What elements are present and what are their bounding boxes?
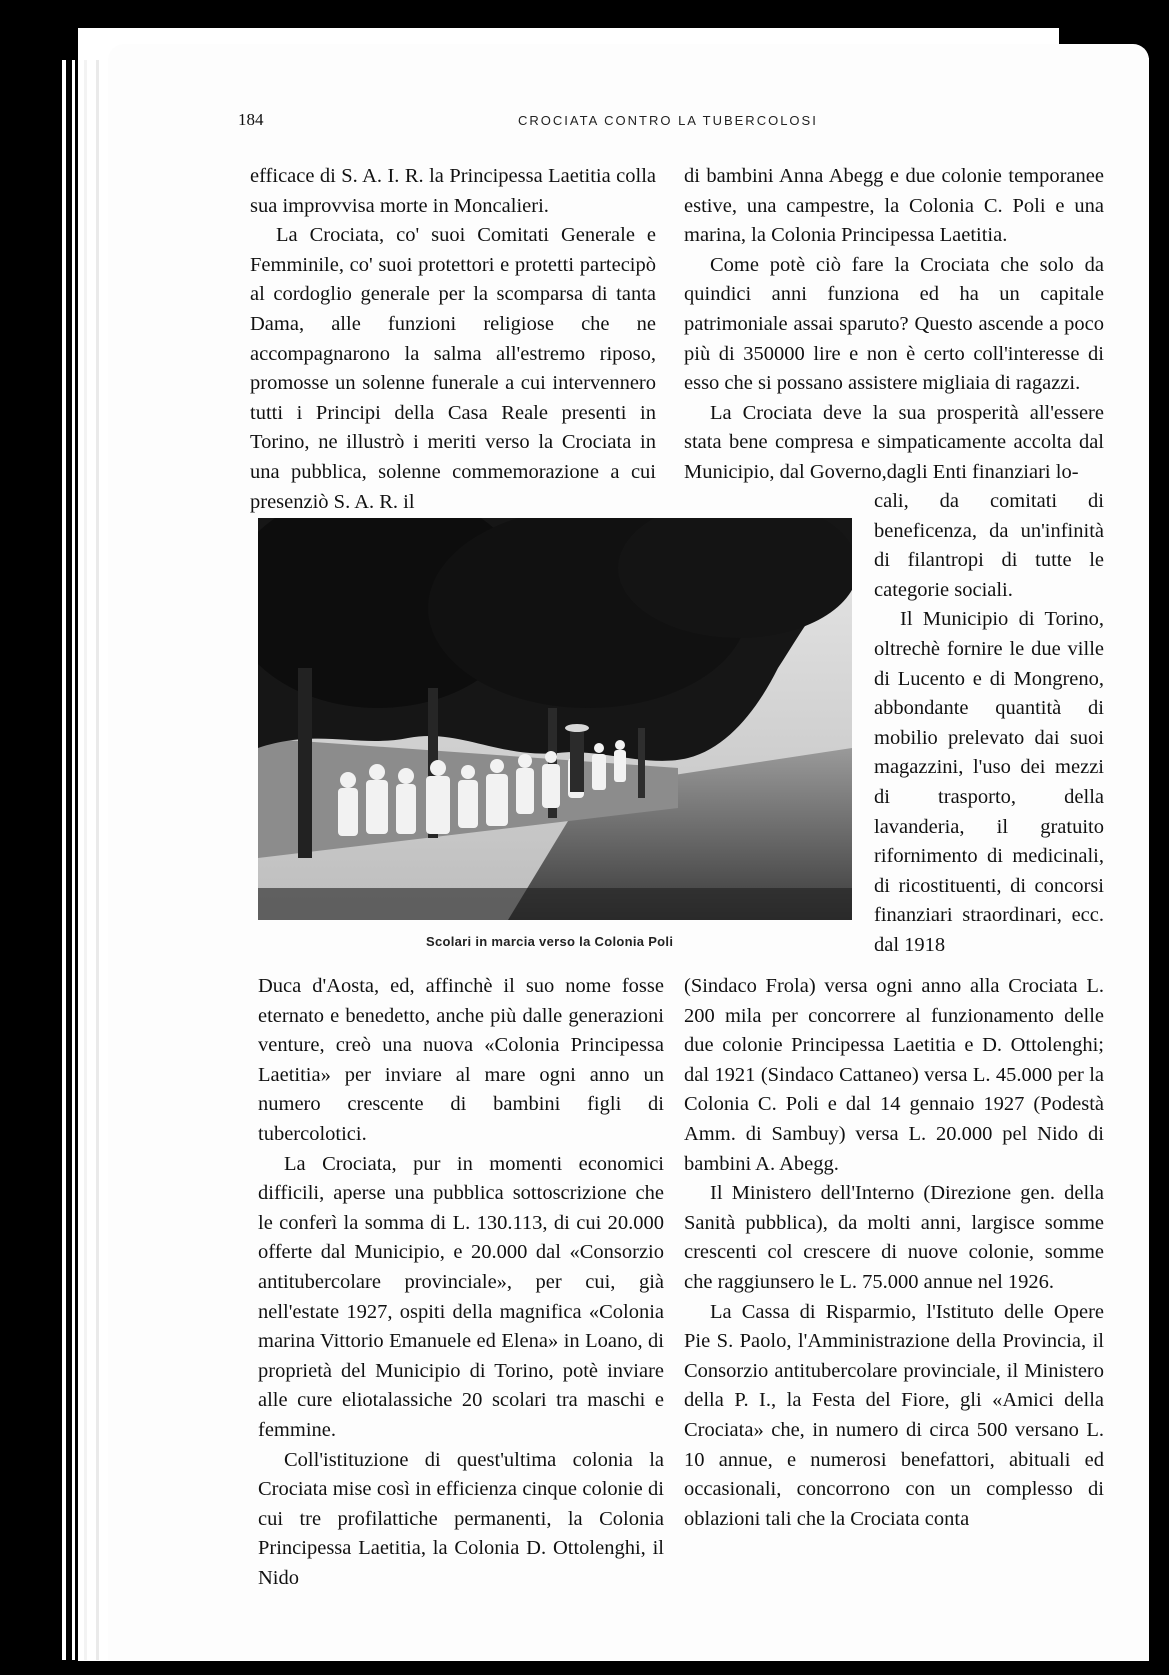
paragraph: (Sindaco Frola) versa ogni anno alla Crociata L. 200 mila per concorrere al funzionamento delle due colonie Principessa Laetitia e D. Ottolenghi; dal 1921 (Sindaco Cattaneo) versa L. 45.000 per la Colonia C. Poli e dal 14 gennaio 1927 (Podestà Amm. di Sambuy) versa L. 20.000 pel Nido di bambini A. Abegg. [684, 975, 1104, 1175]
paragraph: cali, da comitati di beneficenza, da un'infinità di filantropi di tutte le categorie sociali. [874, 490, 1104, 601]
paragraph: di bambini Anna Abegg e due colonie temporanee estive, una campestre, la Colonia C. Poli e una marina, la Colonia Principessa Laetitia. [684, 165, 1104, 247]
paragraph: Come potè ciò fare la Crociata che solo da quindici anni funziona ed ha un capitale patrimoniale assai sparuto? Questo ascende a poco più di 350000 lire e non è certo coll'interesse di esso che si possano assistere migliaia di ragazzi. [684, 253, 1104, 395]
page-stack-edge [62, 60, 66, 1660]
page-stack-edge [96, 60, 99, 1660]
paragraph: Duca d'Aosta, ed, affinchè il suo nome fosse eternato e benedetto, anche più dalle generazioni venture, creò una nuova «Colonia Principessa Laetitia» per inviare al mare ogni anno un numero crescente di bambini figli di tubercolotici. [258, 975, 664, 1145]
scan-border-left [0, 0, 78, 1675]
paragraph: La Crociata, pur in momenti economici difficili, aperse una pubblica sottoscrizione che le conferì la somma di L. 130.113, di cui 20.000 offerte dal Municipio, e 20.000 dal «Consorzio antitubercolare provinciale», per cui, già nell'estate 1927, ospiti della magnifica «Colonia marina Vittorio Emanuele ed Elena» in Loano, di proprietà del Municipio di Torino, potè inviare alle cure eliotalassiche 20 scolari tra maschi e femmine. [258, 1152, 664, 1441]
page-stack-edge [84, 60, 87, 1660]
right-column-bottom [684, 972, 1104, 1534]
scan-border-right [1149, 0, 1169, 1675]
right-column-top [684, 162, 1104, 488]
scan-border-bottom [0, 1661, 1169, 1675]
scan-border-top [0, 0, 1169, 28]
paragraph: La Crociata, co' suoi Comitati Generale e Femminile, co' suoi protettori e protetti partecipò al cordoglio generale per la scomparsa di tanta Dama, alle funzioni religiose che ne accompagnarono la salma all'estremo riposo, promosse un solenne funerale a cui intervennero tutti i Principi della Casa Reale presenti in Torino, ne illustrò i meriti verso la Crociata in una pubblica, solenne commemorazione a cui presenziò S. A. R. il [250, 224, 656, 513]
running-head [238, 110, 1118, 132]
photograph [258, 518, 852, 920]
paragraph: Coll'istituzione di quest'ultima colonia la Crociata mise così in efficienza cinque colonie di cui tre profilattiche permanenti, la Colonia Principessa Laetitia, la Colonia D. Ottolenghi, il Nido [258, 1448, 664, 1589]
left-column-top [250, 162, 656, 517]
page-number: 184 [238, 110, 264, 129]
paragraph: La Crociata deve la sua prosperità all'essere stata bene compresa e simpaticamente accolta dal Municipio, dal Governo,dagli Enti finanziari lo- [684, 401, 1104, 483]
left-column-bottom [258, 972, 664, 1593]
right-column-beside-photo [874, 487, 1104, 961]
photo-scene [258, 518, 852, 920]
paragraph: Il Municipio di Torino, oltrechè fornire le due ville di Lucento e di Mongreno, abbondante quantità di mobilio prelevato dai suoi magazzini, l'uso dei mezzi di trasporto, della lavanderia, il gratuito rifornimento di medicinali, di ricostituenti, di concorsi finanziari straordinari, ecc. dal 1918 [874, 608, 1104, 956]
page-stack-edge [72, 60, 75, 1660]
photo-caption: Scolari in marcia verso la Colonia Poli [426, 934, 674, 949]
paragraph: La Cassa di Risparmio, l'Istituto delle Opere Pie S. Paolo, l'Amministrazione della Provincia, il Consorzio antitubercolare provinciale, il Ministero della P. I., la Festa del Fiore, gli «Amici della Crociata» che, in numero di circa 500 versano L. 10 annue, e numerosi benefattori, abituali ed occasionali, concorrono con un complesso di oblazioni tali che la Crociata conta [684, 1300, 1104, 1530]
paragraph: Il Ministero dell'Interno (Direzione gen. della Sanità pubblica), da molti anni, largisce somme crescenti col crescere di nuove colonie, somme che raggiunsero le L. 75.000 annue nel 1926. [684, 1182, 1104, 1293]
paragraph: efficace di S. A. I. R. la Principessa Laetitia colla sua improvvisa morte in Moncalieri. [250, 165, 656, 217]
running-title: CROCIATA CONTRO LA TUBERCOLOSI [518, 113, 818, 128]
